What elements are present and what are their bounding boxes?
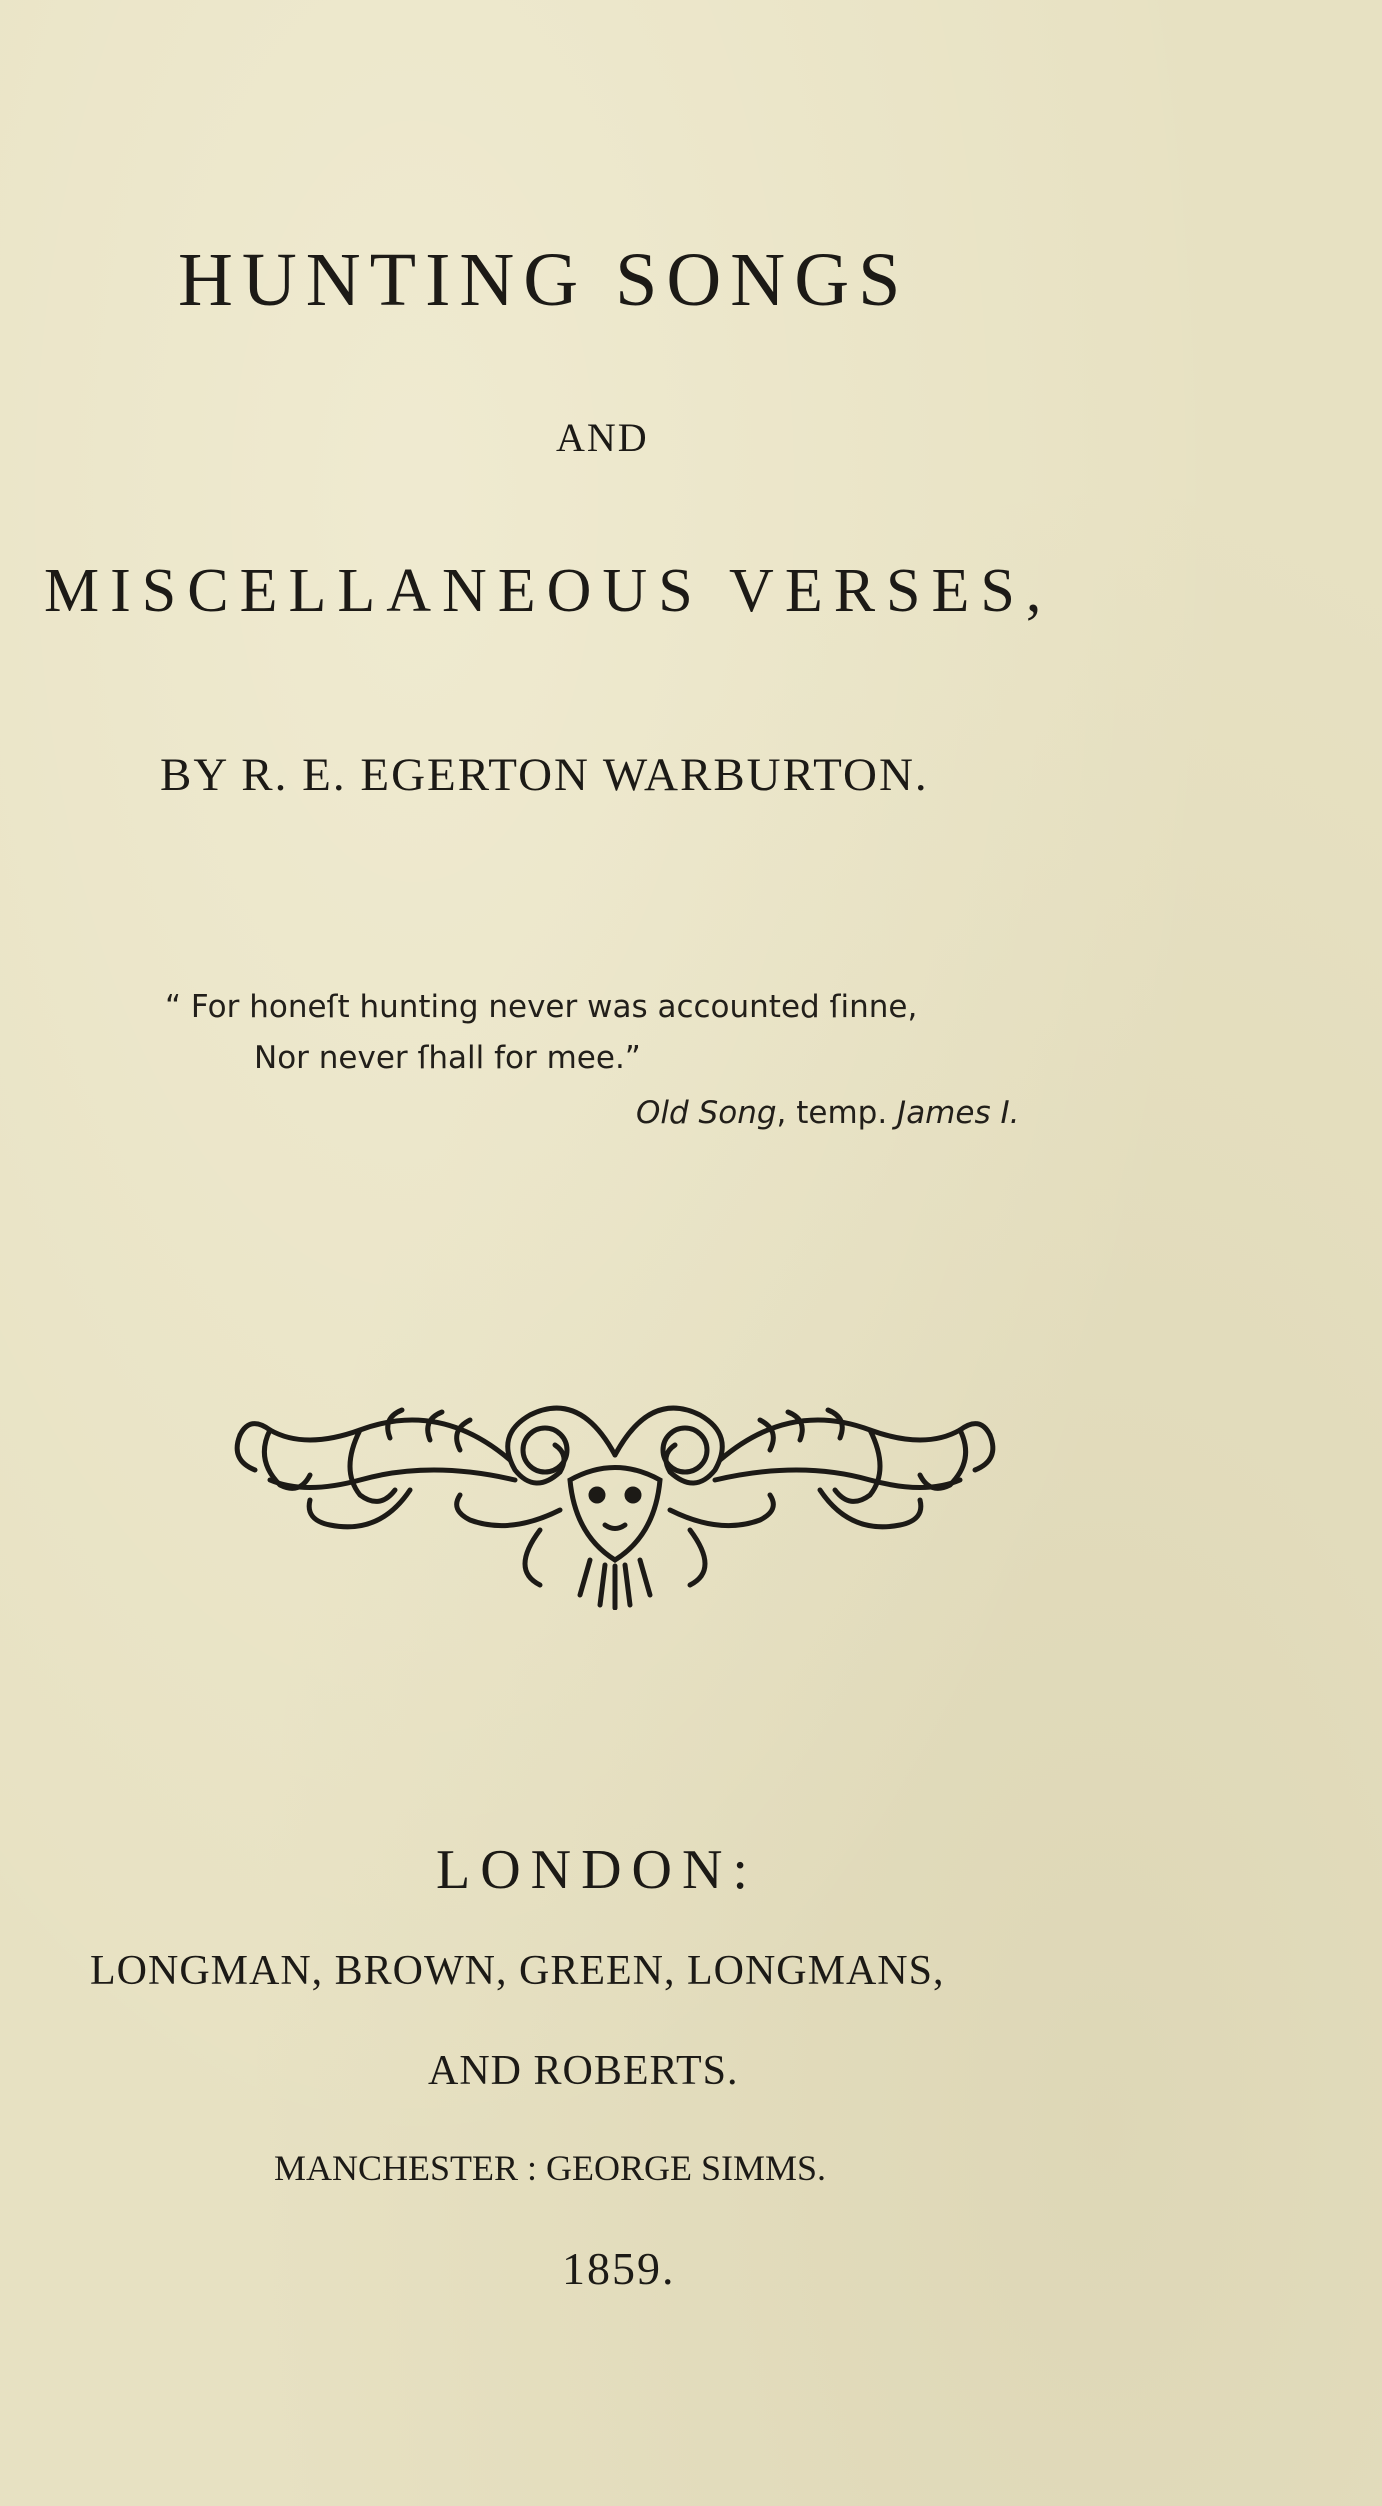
attribution-separator: , temp. (776, 1095, 898, 1131)
title-conjunction: AND (556, 415, 649, 460)
attribution-reign: James I. (897, 1095, 1020, 1131)
printer-line: MANCHESTER : GEORGE SIMMS. (274, 2148, 827, 2188)
publication-year: 1859. (562, 2243, 676, 2294)
epigraph-line-1: “ For honeſt hunting never was accounted ſinne, (165, 989, 918, 1025)
publisher-line-1: LONGMAN, BROWN, GREEN, LONGMANS, (90, 1948, 945, 1994)
publisher-line-2: AND ROBERTS. (428, 2048, 739, 2094)
imprint-place: LONDON: (436, 1839, 758, 1901)
epigraph-attribution (636, 1095, 1020, 1131)
epigraph-line-2: Nor never ſhall for mee.” (254, 1040, 641, 1076)
printer-ornament-icon (210, 1360, 1020, 1610)
author-line: BY R. E. EGERTON WARBURTON. (160, 749, 929, 801)
title-line-2: MISCELLANEOUS VERSES, (44, 557, 1053, 625)
title-line-1: HUNTING SONGS (178, 238, 910, 322)
attribution-source: Old Song (636, 1095, 777, 1131)
